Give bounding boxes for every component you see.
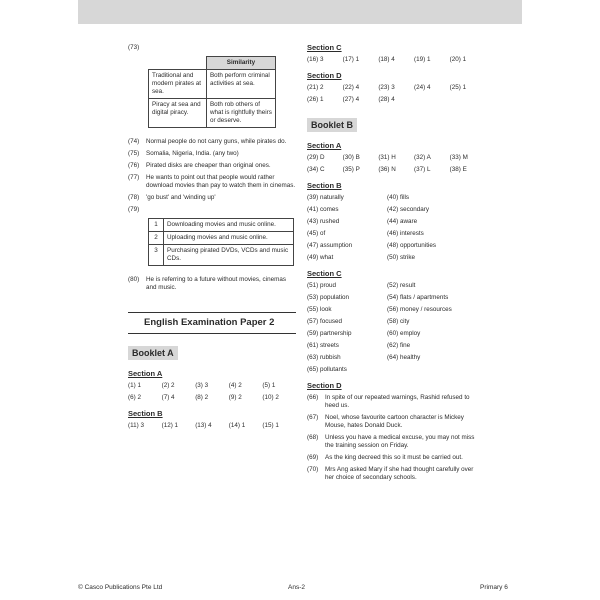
answer-item	[128, 138, 296, 146]
answer-cell: (28) 4	[378, 96, 395, 103]
answer-cell: (39) naturally	[307, 194, 344, 201]
answer-number: (66)	[307, 394, 319, 401]
table-cell: Piracy at sea and digital piracy.	[149, 99, 207, 128]
answer-cell: (42) secondary	[387, 206, 429, 213]
row-text: Purchasing pirated DVDs, VCDs and music CDs.	[164, 245, 294, 266]
answer-cell: (20) 1	[449, 56, 467, 63]
q73-number: (73)	[128, 44, 140, 51]
section-heading: Section C	[307, 269, 342, 278]
answer-number: (80)	[128, 276, 140, 283]
answer-cell: (12) 1	[161, 422, 179, 429]
answer-cell: (4) 2	[228, 382, 242, 389]
answer-cell: (3) 3	[195, 382, 209, 389]
row-number: 1	[149, 219, 164, 232]
answer-cell: (7) 4	[161, 394, 175, 401]
answer-cell: (13) 4	[195, 422, 212, 429]
answer-cell: (52) result	[387, 282, 416, 289]
page-number: Ans-2	[288, 584, 305, 591]
booklet-b-heading: Booklet B	[307, 118, 357, 132]
booklet-b-section-d-answers	[307, 394, 477, 482]
answer-cell: (50) strike	[387, 254, 415, 261]
left-column	[128, 44, 296, 430]
answer-cell: (60) employ	[387, 330, 421, 337]
answer-item	[128, 276, 296, 292]
table-row	[149, 245, 294, 266]
answer-number: (74)	[128, 138, 140, 145]
answer-number: (70)	[307, 466, 319, 473]
answer-cell: (53) population	[307, 294, 350, 301]
q79	[128, 206, 296, 214]
answer-number: (67)	[307, 414, 319, 421]
answer-number: (77)	[128, 174, 140, 181]
answer-cell: (55) look	[307, 306, 332, 313]
answer-cell: (44) aware	[387, 218, 418, 225]
answer-cell: (24) 4	[414, 84, 431, 91]
answer-cell: (63) rubbish	[307, 354, 341, 361]
answer-text: Mrs Ang asked Mary if she had thought carefully over her choice of secondary schools.	[325, 466, 474, 481]
similarity-header: Similarity	[206, 57, 275, 70]
answer-item	[307, 454, 477, 462]
answer-cell: (22) 4	[342, 84, 360, 91]
booklet-a-heading: Booklet A	[128, 346, 178, 360]
answer-text: Somalia, Nigeria, India. (any two)	[146, 150, 239, 157]
answer-text: Pirated disks are cheaper than original ones.	[146, 162, 271, 169]
answer-cell: (62) fine	[387, 342, 411, 349]
answer-number: (75)	[128, 150, 140, 157]
answer-cell: (54) flats / apartments	[387, 294, 449, 301]
answer-item	[307, 394, 477, 410]
answer-cell: (6) 2	[128, 394, 141, 401]
answer-cell: (57) focused	[307, 318, 343, 325]
answer-cell: (41) comes	[307, 206, 339, 213]
answer-item	[307, 466, 477, 482]
section-c-answers	[307, 56, 521, 64]
q73	[128, 44, 296, 52]
answer-text: 'go bust' and 'winding up'	[146, 194, 216, 201]
answer-cell: (25) 1	[449, 84, 467, 91]
answer-cell: (64) healthy	[387, 354, 421, 361]
section-heading: Section B	[128, 409, 163, 418]
section-heading: Section A	[128, 369, 163, 378]
answer-cell: (21) 2	[307, 84, 324, 91]
answer-item	[128, 150, 296, 158]
booklet-b-section-c-answers	[307, 282, 521, 374]
answer-number: (76)	[128, 162, 140, 169]
table-row	[149, 99, 276, 128]
answer-text: Normal people do not carry guns, while pirates do.	[146, 138, 287, 145]
answer-cell: (49) what	[307, 254, 334, 261]
row-number: 3	[149, 245, 164, 266]
table-cell: Both perform criminal activities at sea.	[206, 70, 275, 99]
row-number: 2	[149, 232, 164, 245]
answer-cell: (33) M	[449, 154, 468, 161]
answer-cell: (15) 1	[262, 422, 279, 429]
answer-cell: (45) of	[307, 230, 326, 237]
booklet-b-section-b-answers	[307, 194, 521, 262]
row-text: Uploading movies and music online.	[164, 232, 294, 245]
answer-cell: (58) city	[387, 318, 410, 325]
right-column	[307, 44, 521, 486]
answer-cell: (35) P	[342, 166, 360, 173]
table-row	[149, 232, 294, 245]
answer-text: As the king decreed this so it must be carried out.	[325, 454, 463, 461]
q79-number: (79)	[128, 206, 140, 213]
answer-cell: (65) pollutants	[307, 366, 347, 373]
answer-cell: (2) 2	[161, 382, 175, 389]
answer-cell: (14) 1	[228, 422, 246, 429]
answer-cell: (38) E	[449, 166, 467, 173]
answer-item	[307, 414, 477, 430]
section-heading: Section D	[307, 71, 342, 80]
answer-cell: (16) 3	[307, 56, 324, 63]
answer-item	[128, 174, 296, 190]
answer-cell: (29) D	[307, 154, 325, 161]
section-d-answers	[307, 84, 521, 104]
row-text: Downloading movies and music online.	[164, 219, 294, 232]
answer-cell: (37) L	[414, 166, 431, 173]
answer-number: (68)	[307, 434, 319, 441]
answer-cell: (51) proud	[307, 282, 337, 289]
answer-text: Unless you have a medical excuse, you may not miss the training session on Friday.	[325, 434, 475, 449]
section-heading: Section C	[307, 43, 342, 52]
section-a-answers	[128, 382, 296, 402]
answer-text: Noel, whose favourite cartoon character is Mickey Mouse, hates Donald Duck.	[325, 414, 464, 429]
answer-cell: (1) 1	[128, 382, 141, 389]
answer-number: (78)	[128, 194, 140, 201]
answer-cell: (10) 2	[262, 394, 279, 401]
answer-cell: (5) 1	[262, 382, 276, 389]
table-row	[149, 70, 276, 99]
booklet-b-section-a-answers	[307, 154, 521, 174]
level-label: Primary 6	[480, 584, 508, 591]
answer-cell: (9) 2	[228, 394, 242, 401]
answer-cell: (47) assumption	[307, 242, 353, 249]
table-cell: Both rob others of what is rightfully theirs or deserve.	[206, 99, 275, 128]
answer-item	[307, 434, 477, 450]
answer-number: (69)	[307, 454, 319, 461]
answer-cell: (40) fills	[387, 194, 410, 201]
header-bar	[78, 0, 522, 24]
copyright-text: © Casco Publications Pte Ltd	[78, 584, 163, 591]
answer-text: He wants to point out that people would rather download movies than pay to watch them in cinemas.	[146, 174, 296, 189]
answer-cell: (26) 1	[307, 96, 324, 103]
answer-cell: (8) 2	[195, 394, 209, 401]
table-row	[149, 219, 294, 232]
answer-cell: (61) streets	[307, 342, 339, 349]
blank-header-cell	[149, 57, 207, 70]
answer-cell: (11) 3	[128, 422, 144, 429]
section-heading: Section A	[307, 141, 342, 150]
paper-title: English Examination Paper 2	[128, 312, 296, 334]
answer-cell: (46) interests	[387, 230, 424, 237]
answer-cell: (43) rushed	[307, 218, 340, 225]
table-cell: Traditional and modern pirates at sea.	[149, 70, 207, 99]
answer-cell: (59) partnership	[307, 330, 352, 337]
answer-cell: (32) A	[414, 154, 431, 161]
answer-cell: (23) 3	[378, 84, 395, 91]
answer-cell: (31) H	[378, 154, 396, 161]
answer-cell: (18) 4	[378, 56, 395, 63]
answer-item	[128, 162, 296, 170]
answer-cell: (30) B	[342, 154, 360, 161]
answer-cell: (27) 4	[342, 96, 360, 103]
similarity-table	[148, 56, 276, 128]
answer-cell: (56) money / resources	[387, 306, 452, 313]
section-heading: Section B	[307, 181, 342, 190]
answer-item	[128, 194, 296, 202]
answer-cell: (34) C	[307, 166, 325, 173]
answer-cell: (17) 1	[342, 56, 360, 63]
section-b-answers	[128, 422, 296, 430]
answer-cell: (48) opportunities	[387, 242, 437, 249]
section-heading: Section D	[307, 381, 342, 390]
piracy-list-table	[148, 218, 294, 266]
answer-cell: (36) N	[378, 166, 396, 173]
answer-text: In spite of our repeated warnings, Rashid refused to heed us.	[325, 394, 470, 409]
answer-text: He is referring to a future without movies, cinemas and music.	[146, 276, 286, 291]
answer-cell: (19) 1	[414, 56, 431, 63]
